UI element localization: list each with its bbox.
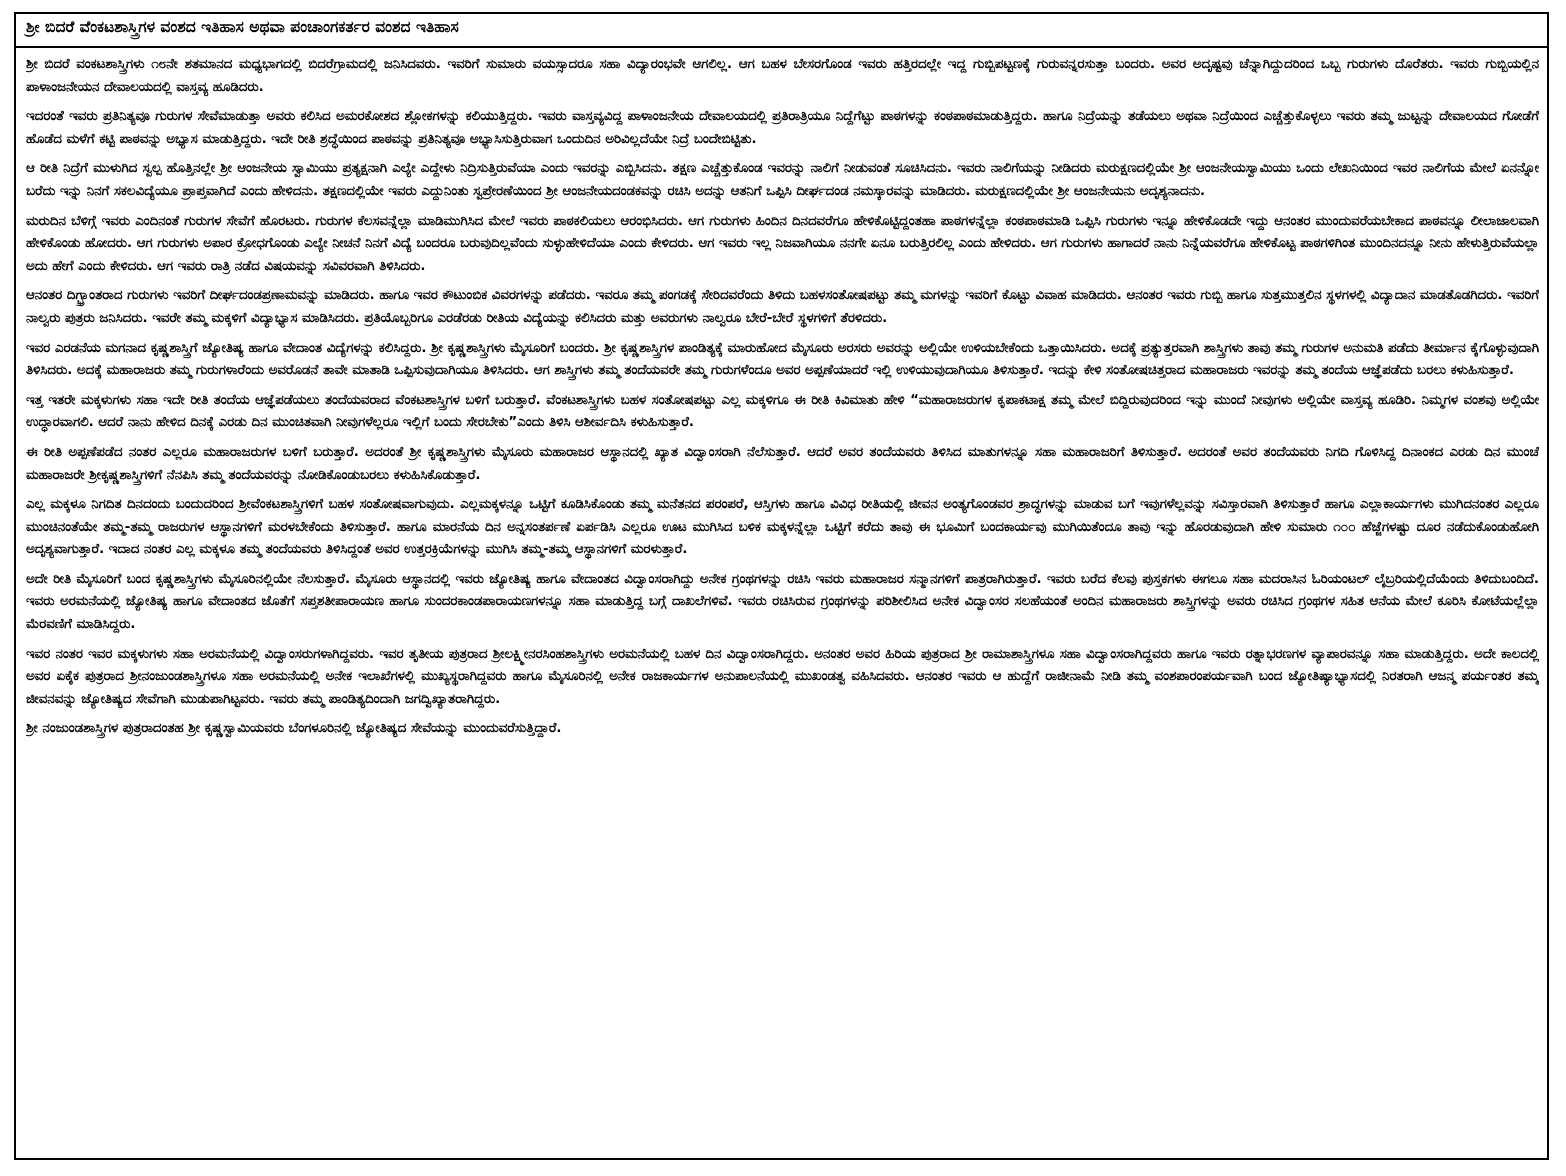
paragraph-1: ಶ್ರೀ ಬಿದರೆ ವಂಕಟಶಾಸ್ತ್ರಿಗಳು ೧೮ನೇ ಶತಮಾನದ ಮಧ್ಯಭಾಗದಲ್ಲಿ ಬಿದರೆಗ್ರಾಮದಲ್ಲಿ ಜನಿಸಿದವರು. ಇವರಿಗೆ ಸುಮಾರು ವಯಸ್ಸಾದರೂ ಸಹಾ ವಿದ್ಯಾರಂಭವೇ ಆಗಲಿಲ್ಲ. ಆಗ ಬಹಳ ಬೇಸರಗೊಂಡ ಇವರು ಹತ್ತಿರದಲ್ಲೇ ಇದ್ದ ಗುಬ್ಬಿಪಟ್ಟಣಕ್ಕೆ ಗುರುವನ್ನರಸುತ್ತಾ ಬಂದರು. ಅವರ ಅದೃಷ್ಟವು ಚೆನ್ನಾಗಿದ್ದುದರಿಂದ ಒಬ್ಬ ಗುರುಗಳು ದೊರೆತರು. ಇವರು ಗುಬ್ಬಿಯಲ್ಲಿನ ಪಾಳಾಂಜನೇಯನ ದೇವಾಲಯದಲ್ಲಿ ವಾಸ್ತವ್ಯ ಹೂಡಿದರು.: [26, 57, 1539, 95]
paragraph-11: ಇವರ ನಂತರ ಇವರ ಮಕ್ಕಳುಗಳು ಸಹಾ ಅರಮನೆಯಲ್ಲಿ ವಿದ್ವಾಂಸರುಗಳಾಗಿದ್ದವರು. ಇವರ ತೃತೀಯ ಪುತ್ರರಾದ ಶ್ರೀಲಕ್ಷ್ಮೀನರಸಿಂಹಶಾಸ್ತ್ರಿಗಳು ಅರಮನೆಯಲ್ಲಿ ಬಹಳ ದಿನ ವಿದ್ವಾಂಸರಾಗಿದ್ದರು. ಅನಂತರ ಅವರ ಹಿರಿಯ ಪುತ್ರರಾದ ಶ್ರೀ ರಾಮಾಶಾಸ್ತ್ರಿಗಳೂ ಸಹಾ ವಿದ್ವಾಂಸರಾಗಿದ್ದವರು ಹಾಗೂ ಇವರು ರತ್ನಾಭರಣಗಳ ವ್ಯಾಪಾರವನ್ನೂ ಸಹಾ ಮಾಡುತ್ತಿದ್ದರು. ಅದೇ ಕಾಲದಲ್ಲಿ ಅವರ ಏಕೈಕ ಪುತ್ರರಾದ ಶ್ರೀನಂಜುಂಡಶಾಸ್ತ್ರಿಗಳೂ ಸಹಾ ಅರಮನೆಯಲ್ಲಿ ಅನೇಕ ಇಲಾಖೆಗಳಲ್ಲಿ ಮುಖ್ಯಸ್ಥರಾಗಿದ್ದವರು ಹಾಗೂ ಮೈಸೂರಿನಲ್ಲಿ ಅನೇಕ ರಾಜಕಾರ್ಯಗಳ ಅನುಪಾಲನೆಯಲ್ಲಿ ಮುಖಂಡತ್ವ ವಹಿಸಿದವರು. ಆನಂತರ ಇವರು ಆ ಹುದ್ದೆಗೆ ರಾಜೀನಾಮೆ ನೀಡಿ ತಮ್ಮ ವಂಶಪಾರಂಪರ್ಯವಾಗಿ ಬಂದ ಜ್ಯೋತಿಷ್ಯಾಭ್ಯಾಸದಲ್ಲಿ ನಿರತರಾಗಿ ಆಜನ್ಮ ಪರ್ಯಂತರ ತಮ್ಮ ಜೀವನವನ್ನು ಜ್ಯೋತಿಷ್ಯದ ಸೇವೆಗಾಗಿ ಮುಡುಪಾಗಿಟ್ಟವರು. ಇವರು ತಮ್ಮ ಪಾಂಡಿತ್ಯದಿಂದಾಗಿ ಜಗದ್ವಿಖ್ಯಾತರಾಗಿದ್ದರು.: [26, 646, 1539, 707]
paragraph-6: ಇವರ ಎರಡನೆಯ ಮಗನಾದ ಕೃಷ್ಣಶಾಸ್ತ್ರಿಗೆ ಜ್ಯೋತಿಷ್ಯ ಹಾಗೂ ವೇದಾಂತ ವಿದ್ಯೆಗಳನ್ನು ಕಲಿಸಿದ್ದರು. ಶ್ರೀ ಕೃಷ್ಣಶಾಸ್ತ್ರಿಗಳು ಮೈಸೂರಿಗೆ ಬಂದರು. ಶ್ರೀ ಕೃಷ್ಣಶಾಸ್ತ್ರಿಗಳ ಪಾಂಡಿತ್ಯಕ್ಕೆ ಮಾರುಹೋದ ಮೈಸೂರು ಅರಸರು ಅವರನ್ನು ಅಲ್ಲಿಯೇ ಉಳಿಯಬೇಕೆಂದು ಒತ್ತಾಯಿಸಿದರು. ಅದಕ್ಕೆ ಪ್ರತ್ಯುತ್ತರವಾಗಿ ಶಾಸ್ತ್ರಿಗಳು ತಾವು ತಮ್ಮ ಗುರುಗಳ ಅನುಮತಿ ಪಡೆದು ತೀರ್ಮಾನ ಕೈಗೊಳ್ಳುವುದಾಗಿ ತಿಳಿಸಿದರು. ಅದಕ್ಕೆ ಮಹಾರಾಜರು ತಮ್ಮ ಗುರುಗಳಾರೆಂದು ಅವರೊಡನೆ ತಾವೇ ಮಾತಾಡಿ ಒಪ್ಪಿಸುವುದಾಗಿಯೂ ತಿಳಿಸಿದರು. ಆಗ ಶಾಸ್ತ್ರಿಗಳು ತಮ್ಮ ತಂದೆಯವರೇ ತಮ್ಮ ಗುರುಗಳೆಂದೂ ಅವರ ಅಪ್ಪಣೆಯಾದರೆ ಇಲ್ಲಿ ಉಳಿಯುವುದಾಗಿಯೂ ತಿಳಿಸುತ್ತಾರೆ. ಇದನ್ನು ಕೇಳಿ ಸಂತೋಷಚಿತ್ತರಾದ ಮಹಾರಾಜರು ಇವರನ್ನು ತಮ್ಮ ತಂದೆಯ ಆಜ್ಞೆಪಡೆದು ಬರಲು ಕಳುಹಿಸುತ್ತಾರೆ.: [26, 340, 1539, 379]
paragraph-5: ಆನಂತರ ದಿಗ್ಭ್ರಾಂತರಾದ ಗುರುಗಳು ಇವರಿಗೆ ದೀರ್ಘದಂಡಪ್ರಣಾಮವನ್ನು ಮಾಡಿದರು. ಹಾಗೂ ಇವರ ಕೌಟುಂಬಿಕ ವಿವರಗಳನ್ನು ಪಡೆದರು. ಇವರೂ ತಮ್ಮ ಪಂಗಡಕ್ಕೆ ಸೇರಿದವರೆಂದು ತಿಳಿದು ಬಹಳಸಂತೋಷಪಟ್ಟು ತಮ್ಮ ಮಗಳನ್ನು ಇವರಿಗೆ ಕೊಟ್ಟು ವಿವಾಹ ಮಾಡಿದರು. ಆನಂತರ ಇವರು ಗುಬ್ಬಿ ಹಾಗೂ ಸುತ್ತಮುತ್ತಲಿನ ಸ್ಥಳಗಳಲ್ಲಿ ವಿದ್ಯಾದಾನ ಮಾಡತೊಡಗಿದರು. ಇವರಿಗೆ ನಾಲ್ವರು ಪುತ್ರರು ಜನಿಸಿದರು. ಇವರೇ ತಮ್ಮ ಮಕ್ಕಳಿಗೆ ವಿದ್ಯಾಭ್ಯಾಸ ಮಾಡಿಸಿದರು. ಪ್ರತಿಯೊಬ್ಬರಿಗೂ ಎರಡೆರಡು ರೀತಿಯ ವಿದ್ಯೆಯನ್ನು ಕಲಿಸಿದರು ಮತ್ತು ಅವರುಗಳು ನಾಲ್ವರೂ ಬೇರೆ-ಬೇರೆ ಸ್ಥಳಗಳಿಗೆ ತೆರಳಿದರು.: [26, 288, 1539, 326]
document-title: ಶ್ರೀ ಬಿದರೆ ವೆಂಕಟಶಾಸ್ತ್ರಿಗಳ ವಂಶದ ಇತಿಹಾಸ ಅಥವಾ ಪಂಚಾಂಗಕರ್ತರ ವಂಶದ ಇತಿಹಾಸ: [16, 14, 1547, 48]
paragraph-10: ಅದೇ ರೀತಿ ಮೈಸೂರಿಗೆ ಬಂದ ಕೃಷ್ಣಶಾಸ್ತ್ರಿಗಳು ಮೈಸೂರಿನಲ್ಲಿಯೇ ನೆಲಸುತ್ತಾರೆ. ಮೈಸೂರು ಆಸ್ಥಾನದಲ್ಲಿ ಇವರು ಜ್ಯೋತಿಷ್ಯ ಹಾಗೂ ವೇದಾಂತದ ವಿದ್ವಾಂಸರಾಗಿದ್ದು ಅನೇಕ ಗ್ರಂಥಗಳನ್ನು ರಚಿಸಿ ಇವರು ಮಹಾರಾಜರ ಸನ್ಮಾನಗಳಿಗೆ ಪಾತ್ರರಾಗಿರುತ್ತಾರೆ. ಇವರು ಬರೆದ ಕೆಲವು ಪುಸ್ತಕಗಳು ಈಗಲೂ ಸಹಾ ಮದರಾಸಿನ ಓರಿಯಂಟಲ್ ಲೈಬ್ರರಿಯಲ್ಲಿದೆಯೆಂದು ತಿಳಿದುಬಂದಿದೆ. ಇವರು ಅರಮನೆಯಲ್ಲಿ ಜ್ಯೋತಿಷ್ಯ ಹಾಗೂ ವೇದಾಂತದ ಜೊತೆಗೆ ಸಪ್ತಶತೀಪಾರಾಯಣ ಹಾಗೂ ಸುಂದರಕಾಂಡಪಾರಾಯಣಗಳನ್ನೂ ಸಹಾ ಮಾಡುತ್ತಿದ್ದ ಬಗ್ಗೆ ದಾಖಲೆಗಳಿವೆ. ಇವರು ರಚಿಸಿರುವ ಗ್ರಂಥಗಳನ್ನು ಪರಿಶೀಲಿಸಿದ ಅನೇಕ ವಿದ್ವಾಂಸರ ಸಲಹೆಯಂತೆ ಅಂದಿನ ಮಹಾರಾಜರು ಶಾಸ್ತ್ರಿಗಳನ್ನು ಅವರು ರಚಿಸಿದ ಗ್ರಂಥಗಳ ಸಹಿತ ಆನೆಯ ಮೇಲೆ ಕೂರಿಸಿ ಕೋಟೆಯಲ್ಲೆಲ್ಲಾ ಮೆರವಣಿಗೆ ಮಾಡಿಸಿದ್ದರು.: [26, 571, 1539, 633]
paragraph-7: ಇತ್ತ ಇತರೇ ಮಕ್ಕಳುಗಳು ಸಹಾ ಇದೇ ರೀತಿ ತಂದೆಯ ಆಜ್ಞೆಪಡೆಯಲು ತಂದೆಯವರಾದ ವೆಂಕಟಶಾಸ್ತ್ರಿಗಳ ಬಳಿಗೆ ಬರುತ್ತಾರೆ. ವೆಂಕಟಶಾಸ್ತ್ರಿಗಳು ಬಹಳ ಸಂತೋಷಪಟ್ಟು ಎಲ್ಲ ಮಕ್ಕಳಿಗೂ ಈ ರೀತಿ ಕಿವಿಮಾತು ಹೇಳಿ “ಮಹಾರಾಜರುಗಳ ಕೃಪಾಕಟಾಕ್ಷ ತಮ್ಮ ಮೇಲೆ ಬಿದ್ದಿರುವುದರಿಂದ ಇನ್ನು ಮುಂದೆ ನೀವುಗಳು ಅಲ್ಲಿಯೇ ವಾಸ್ತವ್ಯ ಹೂಡಿರಿ. ನಿಮ್ಮಗಳ ವಂಶವು ಅಲ್ಲಿಯೇ ಉದ್ಧಾರವಾಗಲಿ. ಆದರೆ ನಾನು ಹೇಳಿದ ದಿನಕ್ಕೆ ಎರಡು ದಿನ ಮುಂಚಿತವಾಗಿ ನೀವುಗಳೆಲ್ಲರೂ ಇಲ್ಲಿಗೆ ಬಂದು ಸೇರಬೇಕು”ಎಂದು ತಿಳಿಸಿ ಆಶೀರ್ವದಿಸಿ ಕಳುಹಿಸುತ್ತಾರೆ.: [26, 392, 1539, 431]
paragraph-4: ಮರುದಿನ ಬೆಳಿಗ್ಗೆ ಇವರು ಎಂದಿನಂತೆ ಗುರುಗಳ ಸೇವೆಗೆ ಹೊರಟರು. ಗುರುಗಳ ಕೆಲಸವನ್ನೆಲ್ಲಾ ಮಾಡಿಮುಗಿಸಿದ ಮೇಲೆ ಇವರು ಪಾಠಕಲಿಯಲು ಆರಂಭಿಸಿದರು. ಆಗ ಗುರುಗಳು ಹಿಂದಿನ ದಿನದವರೆಗೂ ಹೇಳಿಕೊಟ್ಟಿದ್ದಂತಹಾ ಪಾಠಗಳನ್ನೆಲ್ಲಾ ಕಂಠಪಾಠಮಾಡಿ ಒಪ್ಪಿಸಿ ಗುರುಗಳು ಇನ್ನೂ ಹೇಳಿಕೊಡದೇ ಇದ್ದು ಆನಂತರ ಮುಂದುವರೆಯಬೇಕಾದ ಪಾಠವನ್ನೂ ಲೀಲಾಜಾಲವಾಗಿ ಹೇಳಿಕೊಂಡು ಹೋದರು. ಆಗ ಗುರುಗಳು ಅಪಾರ ಕ್ರೋಧಗೊಂಡು ಎಲ್ಯೇ ನೀಚನೆ ನಿನಗೆ ವಿದ್ಯೆ ಬಂದರೂ ಬರುವುದಿಲ್ಲವೆಂದು ಸುಳ್ಳುಹೇಳಿದೆಯಾ ಎಂದು ಕೇಳಿದರು. ಆಗ ಇವರು ಇಲ್ಲ ನಿಜವಾಗಿಯೂ ನನಗೇ ಏನೂ ಬರುತ್ತಿರಲಿಲ್ಲ ಎಂದು ಹೇಳಿದರು. ಆಗ ಗುರುಗಳು ಹಾಗಾದರೆ ನಾನು ನಿನ್ನೆಯವರೆಗೂ ಹೇಳಿಕೊಟ್ಟ ಪಾಠಗಳಿಗಿಂತ ಮುಂದಿನದನ್ನೂ ನೀನು ಹೇಳುತ್ತಿರುವೆಯಲ್ಲಾ ಅದು ಹೇಗೆ ಎಂದು ಕೇಳಿದರು. ಆಗ ಇವರು ರಾತ್ರಿ ನಡೆದ ವಿಷಯವನ್ನು ಸವಿವರವಾಗಿ ತಿಳಿಸಿದರು.: [26, 213, 1539, 274]
paragraph-2: ಇದರಂತೆ ಇವರು ಪ್ರತಿನಿತ್ಯವೂ ಗುರುಗಳ ಸೇವೆಮಾಡುತ್ತಾ ಅವರು ಕಲಿಸಿದ ಅಮರಕೋಶದ ಶ್ಲೋಕಗಳನ್ನು ಕಲಿಯುತ್ತಿದ್ದರು. ಇವರು ವಾಸ್ತವ್ಯವಿದ್ದ ಪಾಳಾಂಜನೇಯ ದೇವಾಲಯದಲ್ಲಿ ಪ್ರತಿರಾತ್ರಿಯೂ ನಿದ್ದೆಗೆಟ್ಟು ಪಾಠಗಳನ್ನು ಕಂಠಪಾಠಮಾಡುತ್ತಿದ್ದರು. ಹಾಗೂ ನಿದ್ರೆಯನ್ನು ತಡೆಯಲು ಅಥವಾ ನಿದ್ರೆಯಿಂದ ಎಚ್ಚೆತ್ತುಕೊಳ್ಳಲು ಇವರು ತಮ್ಮ ಜುಟ್ಟನ್ನು ದೇವಾಲಯದ ಗೋಡೆಗೆ ಹೊಡೆದ ಮಳೆಗೆ ಕಟ್ಟಿ ಪಾಠವನ್ನು ಅಭ್ಯಾಸ ಮಾಡುತ್ತಿದ್ದರು. ಇದೇ ರೀತಿ ಶ್ರದ್ಧೆಯಿಂದ ಪಾಠವನ್ನು ಪ್ರತಿನಿತ್ಯವೂ ಅಭ್ಯಾಸಿಸುತ್ತಿರುವಾಗ ಒಂದುದಿನ ಅರಿವಿಲ್ಲದೆಯೇ ನಿದ್ರೆ ಬಂದೇಬಿಟ್ಟಿತು.: [26, 109, 1539, 147]
paragraph-8: ಈ ರೀತಿ ಅಪ್ಪಣೆಪಡೆದ ನಂತರ ಎಲ್ಲರೂ ಮಹಾರಾಜರುಗಳ ಬಳಿಗೆ ಬರುತ್ತಾರೆ. ಅದರಂತೆ ಶ್ರೀ ಕೃಷ್ಣಶಾಸ್ತ್ರಿಗಳು ಮೈಸೂರು ಮಹಾರಾಜರ ಆಸ್ಥಾನದಲ್ಲಿ ಖ್ಯಾತ ವಿದ್ವಾಂಸರಾಗಿ ನೆಲೆಸುತ್ತಾರೆ. ಆದರೆ ಅವರ ತಂದೆಯವರು ತಿಳಿಸಿದ ಮಾತುಗಳನ್ನೂ ಸಹಾ ಮಹಾರಾಜರಿಗೆ ತಿಳಿಸುತ್ತಾರೆ. ಅದರಂತೆ ಅವರ ತಂದೆಯವರು ನಿಗದಿ ಗೊಳಿಸಿದ್ದ ದಿನಾಂಕದ ಎರಡು ದಿನ ಮುಂಚೆ ಮಹಾರಾಜರೇ ಶ್ರೀಕೃಷ್ಣಶಾಸ್ತ್ರಿಗಳಿಗೆ ನೆನಪಿಸಿ ತಮ್ಮ ತಂದೆಯವರನ್ನು ನೋಡಿಕೊಂಡುಬರಲು ಕಳುಹಿಸಿಕೊಡುತ್ತಾರೆ.: [26, 444, 1539, 483]
document-frame: [14, 12, 1549, 1160]
paragraph-12: ಶ್ರೀ ನಂಜುಂಡಶಾಸ್ತ್ರಿಗಳ ಪುತ್ರರಾದಂತಹ ಶ್ರೀ ಕೃಷ್ಣಸ್ವಾಮಿಯವರು ಬೆಂಗಳೂರಿನಲ್ಲಿ ಜ್ಯೋತಿಷ್ಯದ ಸೇವೆಯನ್ನು ಮುಂದುವರೆಸುತ್ತಿದ್ದಾರೆ.: [26, 721, 562, 737]
paragraph-3: ಆ ರೀತಿ ನಿದ್ರೆಗೆ ಮುಳುಗಿದ ಸ್ವಲ್ಪ ಹೊತ್ತಿನಲ್ಲೇ ಶ್ರೀ ಆಂಜನೇಯ ಸ್ವಾಮಿಯು ಪ್ರತ್ಯಕ್ಷನಾಗಿ ಎಲ್ಯೇ ಎದ್ದೇಳು ನಿದ್ರಿಸುತ್ತಿರುವೆಯಾ ಎಂದು ಇವರನ್ನು ಎಬ್ಬಿಸಿದನು. ತಕ್ಷಣ ಎಚ್ಚೆತ್ತುಕೊಂಡ ಇವರನ್ನು ನಾಲಿಗೆ ನೀಡುವಂತೆ ಸೂಚಿಸಿದನು. ಇವರು ನಾಲಿಗೆಯನ್ನು ನೀಡಿದರು ಮರುಕ್ಷಣದಲ್ಲಿಯೇ ಶ್ರೀ ಆಂಜನೇಯಸ್ವಾಮಿಯು ಒಂದು ಲೇಖನಿಯಿಂದ ಇವರ ನಾಲಿಗೆಯ ಮೇಲೆ ಏನನ್ನೋ ಬರೆದು ಇನ್ನು ನಿನಗೆ ಸಕಲವಿದ್ಯೆಯೂ ಪ್ರಾಪ್ತವಾಗಿದೆ ಎಂದು ಹೇಳಿದನು. ತಕ್ಷಣದಲ್ಲಿಯೇ ಇವರು ಎದ್ದುನಿಂತು ಸ್ವಪ್ರೇರಣೆಯಿಂದ ಶ್ರೀ ಆಂಜನೇಯದಂಡಕವನ್ನು ರಚಿಸಿ ಅದನ್ನು ಆತನಿಗೆ ಒಪ್ಪಿಸಿ ದೀರ್ಘದಂಡ ನಮಸ್ಕಾರವನ್ನು ಮಾಡಿದರು. ಮರುಕ್ಷಣದಲ್ಲಿಯೇ ಶ್ರೀ ಆಂಜನೇಯನು ಅದೃಶ್ಯನಾದನು.: [26, 161, 1539, 199]
paragraph-9: ಎಲ್ಲ ಮಕ್ಕಳೂ ನಿಗದಿತ ದಿನದಂದು ಬಂದುದರಿಂದ ಶ್ರೀವೆಂಕಟಶಾಸ್ತ್ರಿಗಳಿಗೆ ಬಹಳ ಸಂತೋಷವಾಗುವುದು. ಎಲ್ಲಮಕ್ಕಳನ್ನೂ ಒಟ್ಟಿಗೆ ಕೂಡಿಸಿಕೊಂಡು ತಮ್ಮ ಮನೆತನದ ಪರಂಪರೆ, ಆಸ್ತಿಗಳು ಹಾಗೂ ವಿವಿಧ ರೀತಿಯಲ್ಲಿ ಜೀವನ ಅಂತ್ಯಗೊಂಡವರ ಶ್ರಾದ್ಧಗಳನ್ನು ಮಾಡುವ ಬಗೆ ಇವುಗಳೆಲ್ಲವನ್ನು ಸವಿಸ್ತಾರವಾಗಿ ತಿಳಿಸುತ್ತಾರೆ ಹಾಗೂ ಎಲ್ಲಾಕಾರ್ಯಗಳು ಮುಗಿದನಂತರ ಎಲ್ಲರೂ ಮುಂಚಿನಂತೆಯೇ ತಮ್ಮ-ತಮ್ಮ ರಾಜರುಗಳ ಆಸ್ಥಾನಗಳಿಗೆ ಮರಳಬೇಕೆಂದು ತಿಳಿಸುತ್ತಾರೆ. ಹಾಗೂ ಮಾರನೆಯ ದಿನ ಅನ್ನಸಂತರ್ಪಣೆ ಏರ್ಪಡಿಸಿ ಎಲ್ಲರೂ ಊಟ ಮುಗಿಸಿದ ಬಳಿಕ ಮಕ್ಕಳನ್ನೆಲ್ಲಾ ಒಟ್ಟಿಗೆ ಕರೆದು ತಾವು ಈ ಭೂಮಿಗೆ ಬಂದಕಾರ್ಯವು ಮುಗಿಯಿತೆಂದೂ ತಾವು ಇನ್ನು ಹೊರಡುವುದಾಗಿ ಹೇಳಿ ಸುಮಾರು ೧೦೦ ಹೆಜ್ಜೆಗಳಷ್ಟು ದೂರ ನಡೆದುಕೊಂಡುಹೋಗಿ ಅದೃಶ್ಯವಾಗುತ್ತಾರೆ. ಇದಾದ ನಂತರ ಎಲ್ಲ ಮಕ್ಕಳೂ ತಮ್ಮ ತಂದೆಯವರು ತಿಳಿಸಿದ್ದಂತೆ ಅವರ ಉತ್ತರಕ್ರಿಯೆಗಳನ್ನು ಮುಗಿಸಿ ತಮ್ಮ-ತಮ್ಮ ಆಸ್ಥಾನಗಳಿಗೆ ಮರಳುತ್ತಾರೆ.: [26, 497, 1539, 558]
document-body: [26, 54, 1539, 1152]
